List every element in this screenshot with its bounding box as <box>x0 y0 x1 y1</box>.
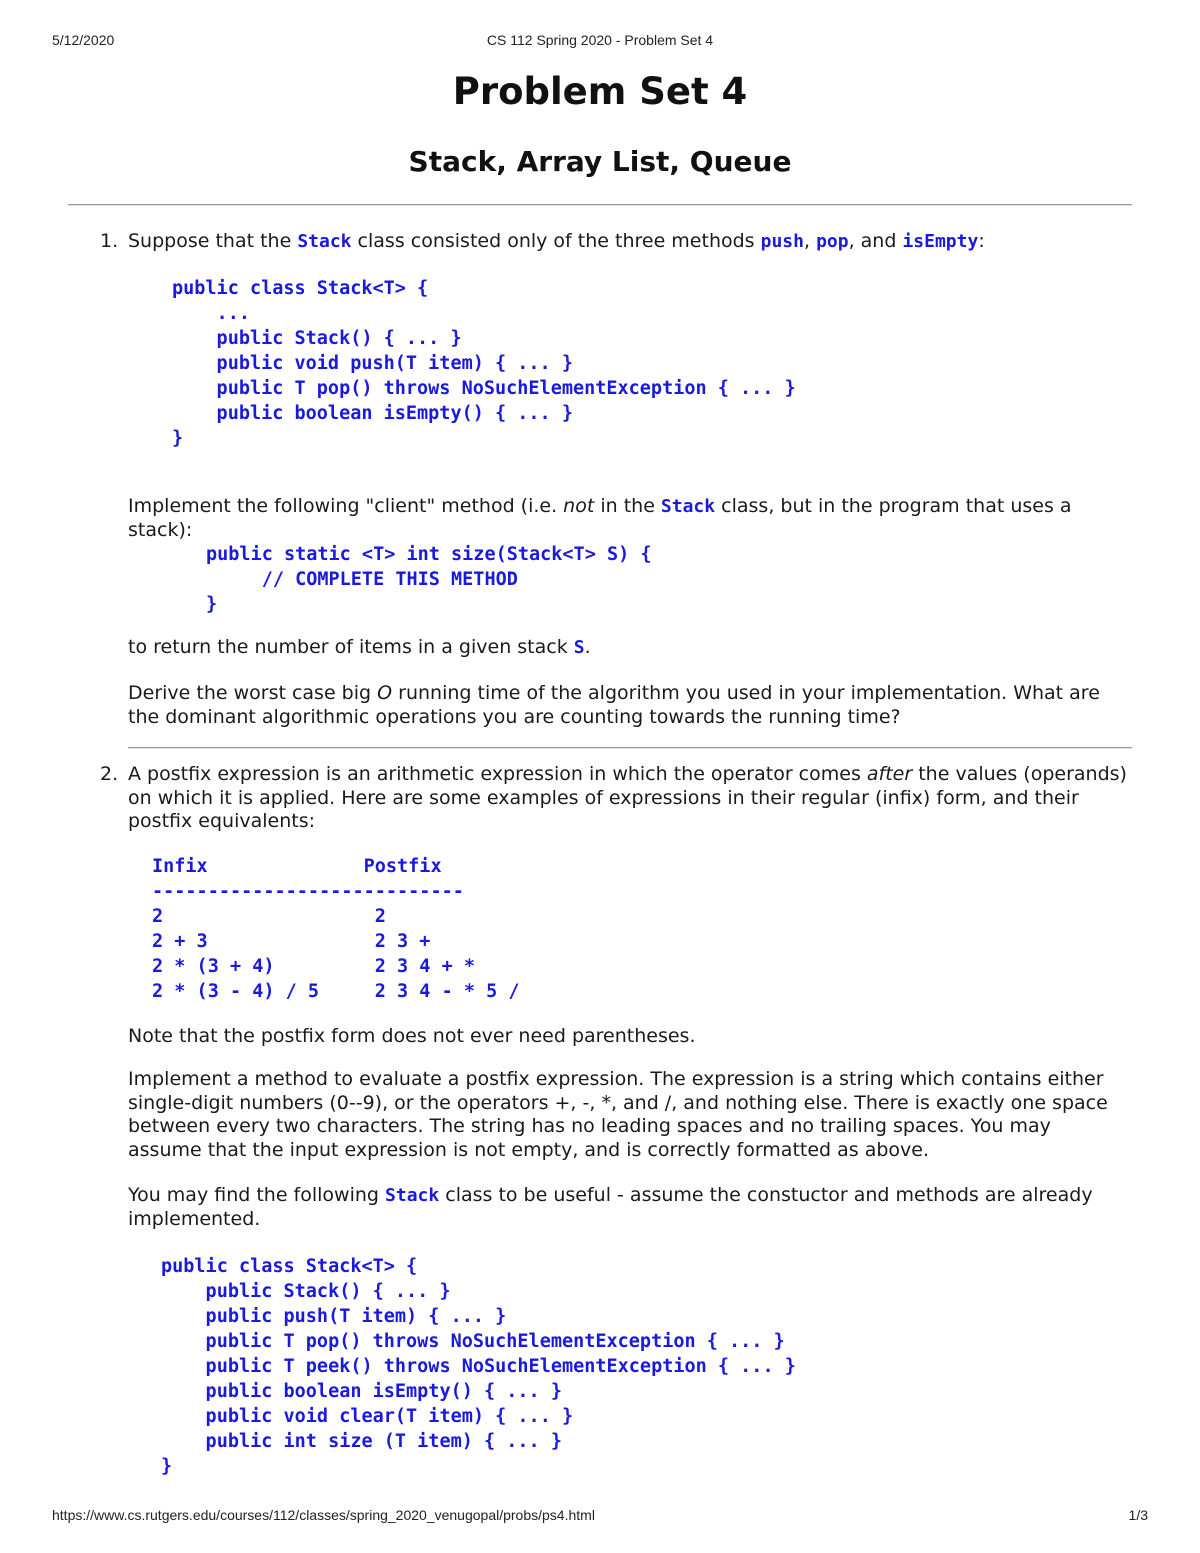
q2-implement-text: Implement a method to evaluate a postfix expression. The expression is a string which contains either single-digit numbers (0--9), or the operators +, -, *, and /, and nothing else. There is exactly one space between every two characters. The string has no leading spaces and no trailing spaces. You may assume that the input expression is not empty, and is correctly formatted as above. <box>128 1068 1108 1161</box>
q1-intro: Suppose that the Stack class consisted only of the three methods push, pop, and isEmpty: <box>128 230 985 252</box>
page-subtitle: Stack, Array List, Queue <box>408 145 792 178</box>
q2-number: 2. <box>100 763 119 785</box>
q2-note: Note that the postfix form does not ever need parentheses. <box>128 1025 696 1047</box>
size-method-code: public static <T> int size(Stack<T> S) { // COMPLETE THIS METHOD } <box>206 544 652 615</box>
code-pop: pop <box>816 231 849 252</box>
q1-return-text: to return the number of items in a given stack S. <box>128 636 591 658</box>
code-stack: Stack <box>385 1185 440 1206</box>
print-page-number: 1/3 <box>1128 1507 1148 1523</box>
stack-class-code-1: public class Stack<T> { ... public Stack() { ... } public void push(T item) { ... } public T pop() throws NoSuchElementException { ... } public boolean isEmpty() { ... } } <box>172 278 796 449</box>
infix-postfix-table: Infix Postfix ---------------------------- 2 2 2 + 3 2 3 + 2 * (3 + 4) 2 3 4 + * 2 * (3 - 4) / 5 2 3 4 - * 5 / <box>152 856 520 1002</box>
q1-derive-text: Derive the worst case big O running time of the algorithm you used in your implementation. What are the dominant algorithmic operations you are counting towards the running time? <box>128 682 1100 728</box>
print-footer-url: https://www.cs.rutgers.edu/courses/112/classes/spring_2020_venugopal/probs/ps4.html <box>52 1507 595 1523</box>
print-date: 5/12/2020 <box>52 32 115 48</box>
q2-intro: A postfix expression is an arithmetic expression in which the operator comes after the values (operands) on which it is applied. Here are some examples of expressions in their regular (infix) form, and their postfix equivalents: <box>128 763 1127 832</box>
page-title: Problem Set 4 <box>452 70 748 113</box>
q2-find-text: You may find the following Stack class to be useful - assume the constuctor and methods are already implemented. <box>128 1184 1093 1230</box>
code-push: push <box>760 231 804 252</box>
code-stack: Stack <box>297 231 352 252</box>
divider-top <box>68 204 1132 206</box>
code-s: S <box>573 637 585 658</box>
stack-class-code-2: public class Stack<T> { public Stack() { ... } public push(T item) { ... } public T pop() throws NoSuchElementException { ... } public T peek() throws NoSuchElementException { ... } public boolean isEmpty() { ... } public void clear(T item) { ... } public int size (T item) { ... } } <box>161 1256 796 1477</box>
q1-implement-text: Implement the following "client" method (i.e. not in the Stack class, but in the program that uses a stack): <box>128 495 1072 541</box>
q1-number: 1. <box>100 230 119 252</box>
code-isempty: isEmpty <box>902 231 979 252</box>
code-stack: Stack <box>660 496 716 517</box>
print-header-title: CS 112 Spring 2020 - Problem Set 4 <box>486 32 714 48</box>
divider-questions <box>128 747 1132 749</box>
